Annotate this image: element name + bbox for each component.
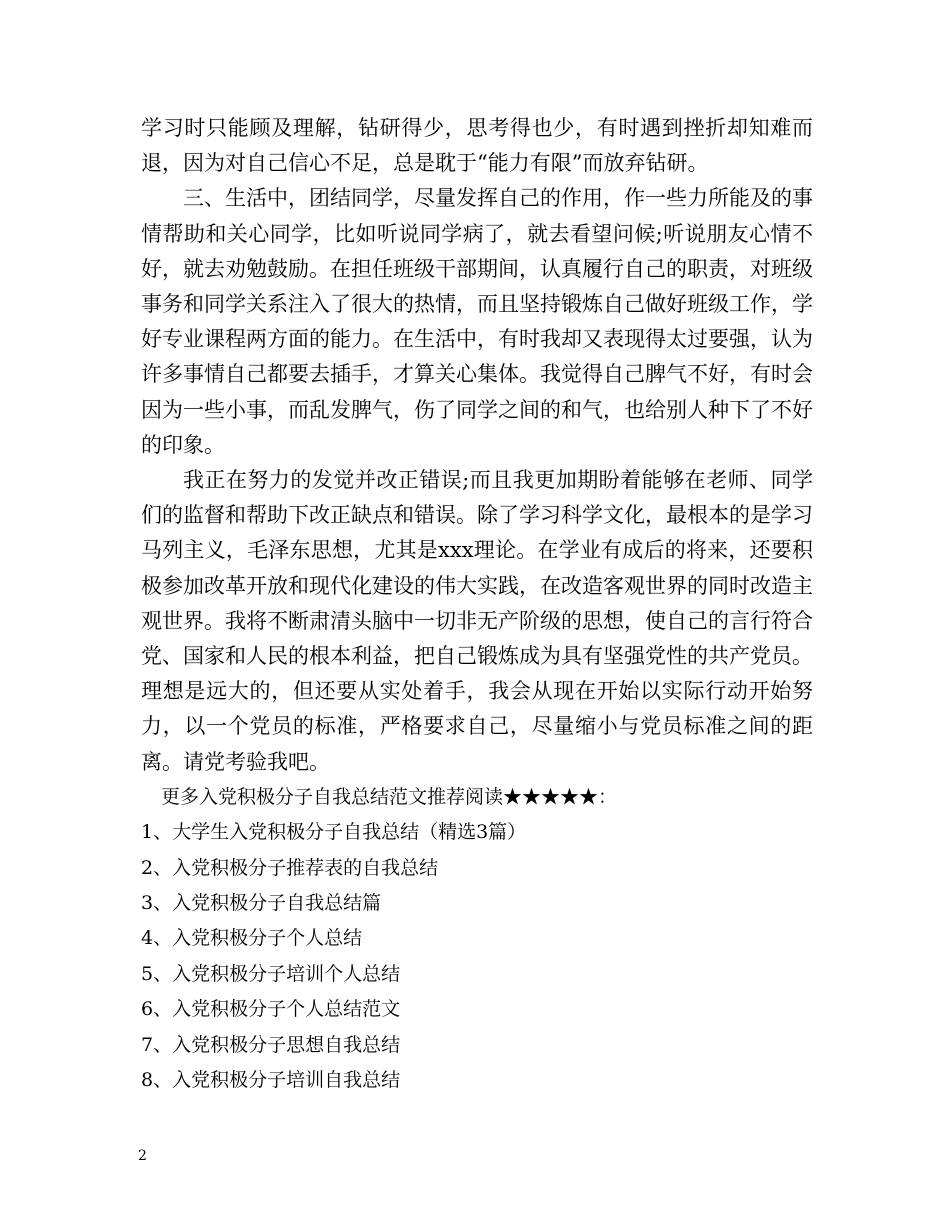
more-reading-link[interactable]: 1、大学生入党积极分子自我总结（精选3篇） <box>141 821 527 844</box>
more-reading-link[interactable]: 6、入党积极分子个人总结范文 <box>141 998 401 1021</box>
more-reading-list <box>141 815 813 1098</box>
more-reading-link[interactable]: 3、入党积极分子自我总结篇 <box>141 892 382 915</box>
more-reading-link[interactable]: 7、入党积极分子思想自我总结 <box>141 1033 401 1056</box>
more-reading-link[interactable]: 2、入党积极分子推荐表的自我总结 <box>141 856 439 879</box>
paragraph-continued-study: 学习时只能顾及理解，钻研得少，思考得也少，有时遇到挫折却知难而退，因为对自己信心不足，总是耽于“能力有限”而放弃钻研。 <box>141 116 813 176</box>
more-reading-link[interactable]: 5、入党积极分子培训个人总结 <box>141 962 401 985</box>
more-reading-link[interactable]: 4、入党积极分子个人总结 <box>141 927 363 950</box>
paragraph-life-section: 三、生活中，团结同学，尽量发挥自己的作用，作一些力所能及的事情帮助和关心同学，比如听说同学病了，就去看望问候;听说朋友心情不好，就去劝勉鼓励。在担任班级干部期间，认真履行自己的职责，对班级事务和同学关系注入了很大的热情，而且坚持锻炼自己做好班级工作，学好专业课程两方面的能力。在生活中，有时我却又表现得太过要强，认为许多事情自己都要去插手，才算关心集体。我觉得自己脾气不好，有时会因为一些小事，而乱发脾气，伤了同学之间的和气，也给别人种下了不好的印象。 <box>141 186 813 457</box>
paragraph-improvement: 我正在努力的发觉并改正错误;而且我更加期盼着能够在老师、同学们的监督和帮助下改正缺点和错误。除了学习科学文化，最根本的是学习马列主义，毛泽东思想，尤其是xxx理论。在学业有成后的将来，还要积极参加改革开放和现代化建设的伟大实践，在改造客观世界的同时改造主观世界。我将不断肃清头脑中一切非无产阶级的思想，使自己的言行符合党、国家和人民的根本利益，把自己锻炼成为具有坚强党性的共产党员。理想是远大的，但还要从实处着手，我会从现在开始以实际行动开始努力，以一个党员的标准，严格要求自己，尽量缩小与党员标准之间的距离。请党考验我吧。 <box>141 468 813 774</box>
document-body <box>141 111 813 1099</box>
page-number: 2 <box>138 1148 147 1164</box>
more-reading-heading: 更多入党积极分子自我总结范文推荐阅读★★★★★： <box>161 785 618 808</box>
more-reading-link[interactable]: 8、入党积极分子培训自我总结 <box>141 1069 401 1092</box>
